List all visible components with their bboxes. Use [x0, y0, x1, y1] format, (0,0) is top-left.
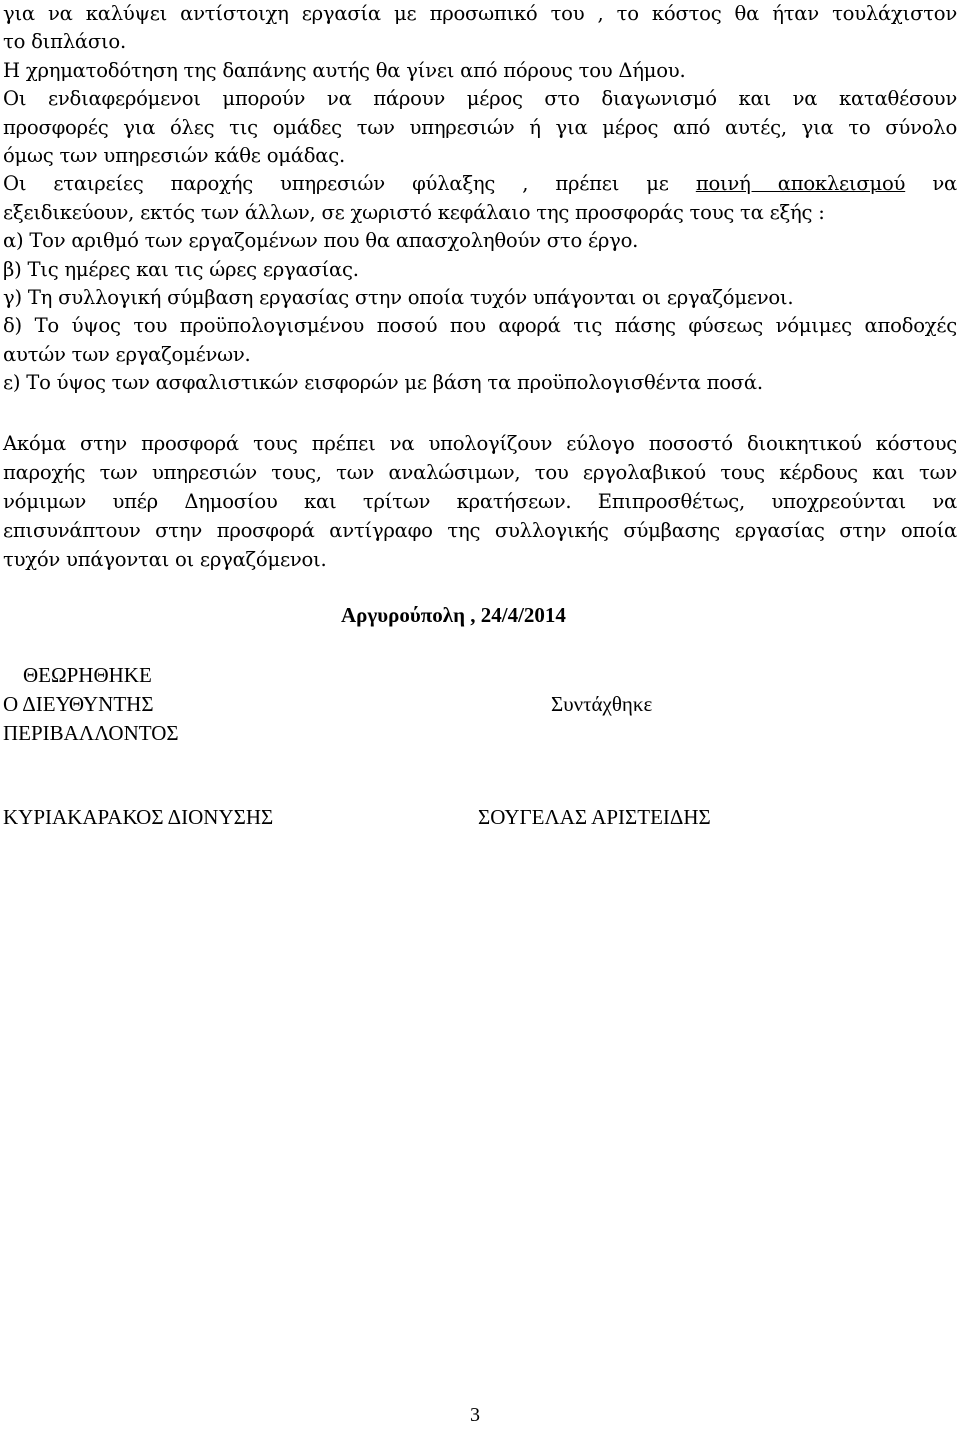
approval-heading: ΘΕΩΡΗΘΗΚΕ [23, 663, 152, 687]
list-item-continuation: αυτών των εργαζομένων. [3, 342, 251, 366]
text-line: εξειδικεύουν, εκτός των άλλων, σε χωριστό κεφάλαιο της προσφοράς τους τα εξής : [3, 200, 825, 224]
signatory-left: ΚΥΡΙΑΚΑΡΑΚΟΣ ΔΙΟΝΥΣΗΣ [3, 805, 274, 829]
paragraph-1 [3, 0, 957, 398]
approval-department: ΠΕΡΙΒΑΛΛΟΝΤΟΣ [3, 721, 179, 745]
text-line: για να καλύψει αντίστοιχη εργασία με προσωπικό του , το κόστος θα ήταν τουλάχιστον [3, 2, 957, 25]
approval-block [3, 661, 179, 748]
list-item: γ) Τη συλλογική σύμβαση εργασίας στην οποία τυχόν υπάγονται οι εργαζόμενοι. [3, 286, 794, 310]
text-segment: να [932, 172, 957, 196]
text-line: παροχής των υπηρεσιών τους, των αναλώσιμων, του εργολαβικού τους κέρδους και των [3, 461, 957, 484]
text-line: προσφορές για όλες τις ομάδες των υπηρεσιών ή για μέρος από αυτές, για το σύνολο [3, 115, 957, 139]
text-line: το διπλάσιο. [3, 30, 126, 54]
list-item: β) Τις ημέρες και τις ώρες εργασίας. [3, 257, 359, 281]
list-item: ε) Το ύψος των ασφαλιστικών εισφορών με βάση τα προϋπολογισθέντα ποσά. [3, 371, 763, 395]
list-item: δ) Το ύψος του προϋπολογισμένου ποσού που αφορά τις πάσης φύσεως νόμιμες αποδοχές [3, 314, 957, 338]
page-number: 3 [470, 1404, 480, 1426]
text-line-with-underline [3, 170, 957, 198]
list-item: α) Τον αριθμό των εργαζομένων που θα απασχοληθούν στο έργο. [3, 229, 639, 253]
text-segment: Οι εταιρείες παροχής υπηρεσιών φύλαξης , πρέπει με [3, 172, 669, 196]
paragraph-2 [3, 429, 957, 574]
text-line: τυχόν υπάγονται οι εργαζόμενοι. [3, 548, 327, 571]
text-line: όμως των υπηρεσιών κάθε ομάδας. [3, 144, 345, 168]
text-line: Ακόμα στην προσφορά τους πρέπει να υπολογίζουν εύλογο ποσοστό διοικητικού κόστους [3, 432, 957, 455]
text-line: νόμιμων υπέρ Δημοσίου και τρίτων κρατήσεων. Επιπροσθέτως, υποχρεούνται να [3, 490, 957, 513]
place-date: Αργυρούπολη , 24/4/2014 [341, 603, 566, 627]
exclusion-penalty-text: ποινή αποκλεισμού [695, 172, 906, 196]
funding-line: Η χρηματοδότηση της δαπάνης αυτής θα γίνει από πόρους του Δήμου. [3, 58, 686, 82]
text-line: επισυνάπτουν στην προσφορά αντίγραφο της συλλογικής σύμβασης εργασίας στην οποία [3, 519, 957, 542]
text-line: Οι ενδιαφερόμενοι μπορούν να πάρουν μέρος στο διαγωνισμό και να καταθέσουν [3, 87, 957, 111]
composed-label: Συντάχθηκε [551, 692, 653, 716]
approval-title: Ο ΔΙΕΥΘΥΝΤΗΣ [3, 692, 154, 716]
signatory-right: ΣΟΥΓΕΛΑΣ ΑΡΙΣΤΕΙΔΗΣ [478, 805, 711, 829]
